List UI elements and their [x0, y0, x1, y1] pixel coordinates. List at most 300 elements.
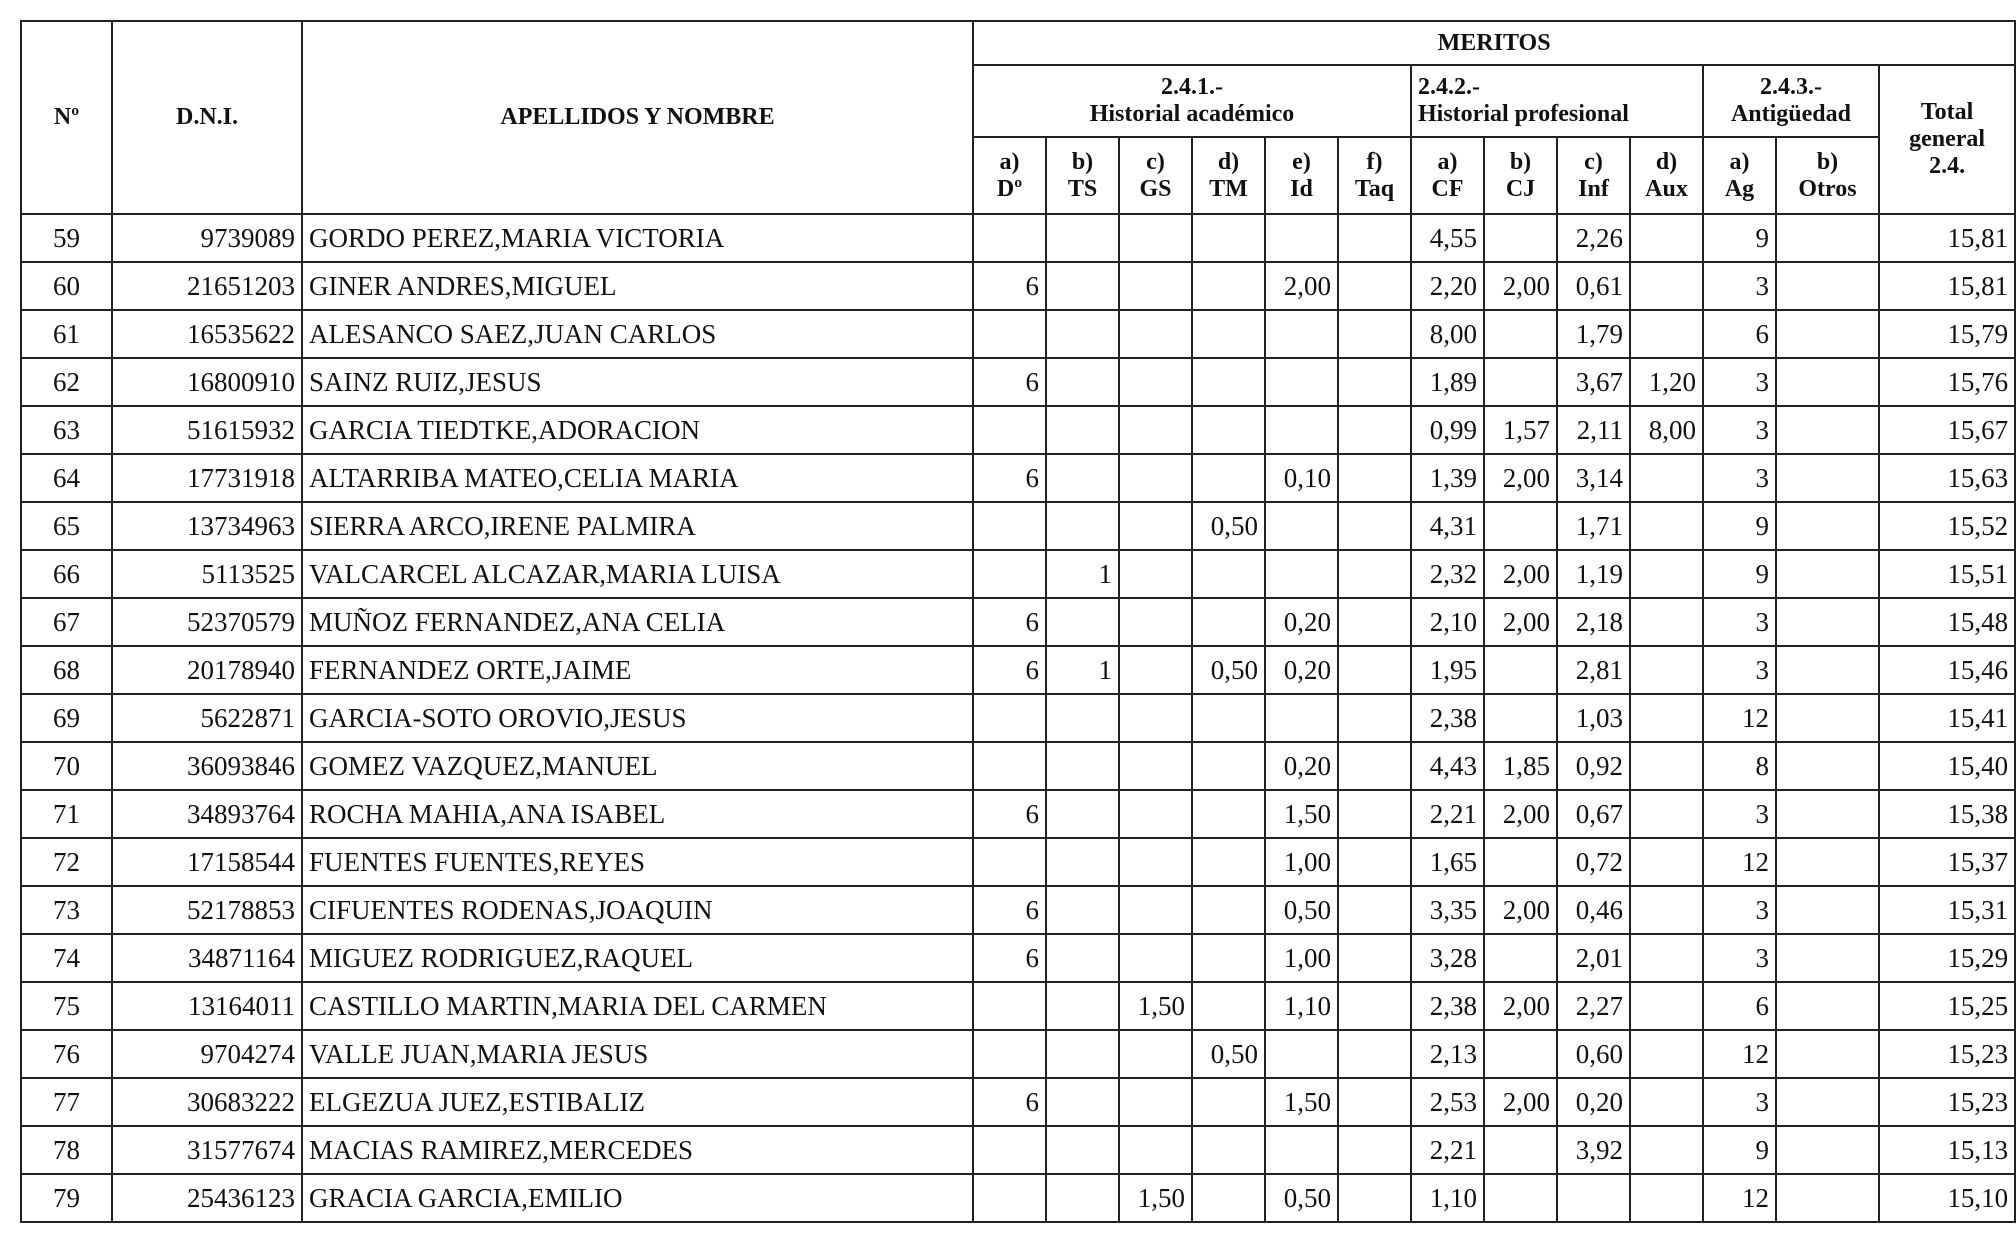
cell-idioma [1265, 1030, 1338, 1078]
cell-tm [1192, 1126, 1265, 1174]
cell-idioma [1265, 214, 1338, 262]
cell-idioma: 1,00 [1265, 838, 1338, 886]
cell-inf: 0,60 [1557, 1030, 1630, 1078]
cell-idioma [1265, 694, 1338, 742]
cell-doctorado [973, 742, 1046, 790]
cell-gs [1119, 694, 1192, 742]
cell-tm [1192, 1078, 1265, 1126]
table-body [21, 214, 2015, 1222]
cell-total: 15,51 [1879, 550, 2015, 598]
cell-cj [1484, 1174, 1557, 1222]
cell-cf: 4,31 [1411, 502, 1484, 550]
cell-taq [1338, 742, 1411, 790]
cell-otros [1776, 358, 1879, 406]
cell-total: 15,25 [1879, 982, 2015, 1030]
table-row [21, 646, 2015, 694]
cell-taq [1338, 886, 1411, 934]
cell-aux [1630, 982, 1703, 1030]
cell-idioma: 0,50 [1265, 886, 1338, 934]
col-header-sub-letter: a) [1437, 148, 1458, 175]
cell-inf: 0,20 [1557, 1078, 1630, 1126]
cell-doctorado: 6 [973, 934, 1046, 982]
col-header-sub [1046, 137, 1119, 214]
cell-inf: 0,92 [1557, 742, 1630, 790]
cell-aux: 1,20 [1630, 358, 1703, 406]
cell-aux: 8,00 [1630, 406, 1703, 454]
cell-name: GARCIA TIEDTKE,ADORACION [302, 406, 973, 454]
cell-ag: 8 [1703, 742, 1776, 790]
col-header-sub-letter: f) [1366, 148, 1383, 175]
cell-inf: 2,27 [1557, 982, 1630, 1030]
col-header-sub-code: CF [1431, 175, 1464, 202]
table-row [21, 742, 2015, 790]
cell-otros [1776, 214, 1879, 262]
cell-number: 59 [21, 214, 112, 262]
cell-aux [1630, 742, 1703, 790]
cell-dni: 36093846 [112, 742, 302, 790]
table-row [21, 1030, 2015, 1078]
cell-cf: 0,99 [1411, 406, 1484, 454]
cell-inf: 0,72 [1557, 838, 1630, 886]
cell-ag: 9 [1703, 550, 1776, 598]
cell-aux [1630, 262, 1703, 310]
cell-total: 15,23 [1879, 1078, 2015, 1126]
cell-ag: 6 [1703, 310, 1776, 358]
cell-doctorado [973, 406, 1046, 454]
cell-name: FERNANDEZ ORTE,JAIME [302, 646, 973, 694]
cell-number: 67 [21, 598, 112, 646]
cell-total: 15,31 [1879, 886, 2015, 934]
cell-gs [1119, 1030, 1192, 1078]
cell-idioma: 1,10 [1265, 982, 1338, 1030]
cell-tm [1192, 310, 1265, 358]
cell-cf: 2,38 [1411, 982, 1484, 1030]
cell-taq [1338, 598, 1411, 646]
cell-ts: 1 [1046, 646, 1119, 694]
cell-gs [1119, 358, 1192, 406]
col-header-sub-code: Id [1290, 175, 1313, 202]
cell-ts [1046, 214, 1119, 262]
meritos-header: MERITOS [973, 21, 2015, 65]
cell-ts [1046, 358, 1119, 406]
table-row [21, 790, 2015, 838]
cell-name: GINER ANDRES,MIGUEL [302, 262, 973, 310]
cell-doctorado [973, 694, 1046, 742]
cell-gs [1119, 598, 1192, 646]
cell-inf: 1,19 [1557, 550, 1630, 598]
cell-taq [1338, 550, 1411, 598]
cell-cj: 2,00 [1484, 598, 1557, 646]
col-header-sub-letter: a) [1729, 148, 1750, 175]
cell-cj: 2,00 [1484, 550, 1557, 598]
cell-number: 79 [21, 1174, 112, 1222]
cell-ts [1046, 598, 1119, 646]
table-row [21, 502, 2015, 550]
col-header-no: Nº [21, 21, 112, 214]
cell-gs [1119, 790, 1192, 838]
cell-ts [1046, 838, 1119, 886]
cell-doctorado: 6 [973, 886, 1046, 934]
cell-cf: 1,39 [1411, 454, 1484, 502]
cell-gs [1119, 406, 1192, 454]
cell-idioma: 2,00 [1265, 262, 1338, 310]
cell-dni: 52370579 [112, 598, 302, 646]
cell-ag: 9 [1703, 502, 1776, 550]
cell-ts [1046, 790, 1119, 838]
cell-gs [1119, 1126, 1192, 1174]
cell-cf: 2,21 [1411, 1126, 1484, 1174]
cell-doctorado: 6 [973, 598, 1046, 646]
cell-gs: 1,50 [1119, 982, 1192, 1030]
col-header-sub-code: Dº [996, 175, 1023, 202]
cell-dni: 13164011 [112, 982, 302, 1030]
cell-idioma: 0,20 [1265, 742, 1338, 790]
cell-ts [1046, 310, 1119, 358]
cell-aux [1630, 1126, 1703, 1174]
cell-cf: 1,65 [1411, 838, 1484, 886]
table-row [21, 1174, 2015, 1222]
cell-idioma [1265, 1126, 1338, 1174]
cell-dni: 31577674 [112, 1126, 302, 1174]
cell-aux [1630, 1078, 1703, 1126]
cell-doctorado [973, 838, 1046, 886]
group-header-professional-title: Historial profesional [1418, 101, 1629, 127]
table-row [21, 214, 2015, 262]
cell-doctorado: 6 [973, 358, 1046, 406]
col-header-sub-letter: b) [1071, 148, 1094, 175]
table-row [21, 694, 2015, 742]
cell-idioma: 0,50 [1265, 1174, 1338, 1222]
cell-total: 15,10 [1879, 1174, 2015, 1222]
group-header-seniority [1703, 65, 1879, 137]
table-row [21, 550, 2015, 598]
cell-cf: 4,55 [1411, 214, 1484, 262]
col-header-sub-code: Ag [1724, 175, 1755, 202]
cell-dni: 20178940 [112, 646, 302, 694]
cell-cj: 2,00 [1484, 886, 1557, 934]
table-header [21, 21, 2015, 214]
cell-total: 15,40 [1879, 742, 2015, 790]
cell-aux [1630, 598, 1703, 646]
col-header-sub-letter: d) [1655, 148, 1678, 175]
col-header-sub-code: Otros [1798, 175, 1857, 202]
cell-ts [1046, 934, 1119, 982]
cell-ts [1046, 502, 1119, 550]
cell-name: MACIAS RAMIREZ,MERCEDES [302, 1126, 973, 1174]
cell-ag: 3 [1703, 1078, 1776, 1126]
cell-number: 69 [21, 694, 112, 742]
cell-otros [1776, 1174, 1879, 1222]
cell-ag: 3 [1703, 934, 1776, 982]
cell-ts [1046, 694, 1119, 742]
cell-aux [1630, 1174, 1703, 1222]
cell-aux [1630, 454, 1703, 502]
cell-taq [1338, 1174, 1411, 1222]
cell-dni: 9704274 [112, 1030, 302, 1078]
cell-aux [1630, 694, 1703, 742]
cell-dni: 5113525 [112, 550, 302, 598]
cell-doctorado: 6 [973, 790, 1046, 838]
cell-tm [1192, 214, 1265, 262]
cell-taq [1338, 694, 1411, 742]
cell-idioma: 0,10 [1265, 454, 1338, 502]
cell-cj: 2,00 [1484, 454, 1557, 502]
cell-ts [1046, 1174, 1119, 1222]
cell-cj [1484, 934, 1557, 982]
group-header-academic-title: Historial académico [1089, 101, 1295, 127]
cell-cf: 4,43 [1411, 742, 1484, 790]
cell-cf: 1,89 [1411, 358, 1484, 406]
table-row [21, 1078, 2015, 1126]
cell-otros [1776, 886, 1879, 934]
cell-total: 15,46 [1879, 646, 2015, 694]
col-header-total-line1: Total [1920, 99, 1974, 125]
col-header-sub-code: Aux [1645, 175, 1688, 202]
cell-doctorado [973, 502, 1046, 550]
cell-doctorado [973, 550, 1046, 598]
cell-otros [1776, 1126, 1879, 1174]
table-row [21, 310, 2015, 358]
cell-taq [1338, 838, 1411, 886]
cell-ts [1046, 982, 1119, 1030]
cell-gs [1119, 502, 1192, 550]
cell-taq [1338, 406, 1411, 454]
cell-number: 60 [21, 262, 112, 310]
cell-number: 68 [21, 646, 112, 694]
cell-idioma: 0,20 [1265, 646, 1338, 694]
cell-total: 15,63 [1879, 454, 2015, 502]
col-header-sub-code: TS [1067, 175, 1098, 202]
cell-aux [1630, 790, 1703, 838]
cell-dni: 17731918 [112, 454, 302, 502]
cell-doctorado [973, 1030, 1046, 1078]
cell-tm [1192, 838, 1265, 886]
cell-aux [1630, 646, 1703, 694]
cell-otros [1776, 550, 1879, 598]
col-header-sub [1630, 137, 1703, 214]
cell-name: MUÑOZ FERNANDEZ,ANA CELIA [302, 598, 973, 646]
cell-total: 15,29 [1879, 934, 2015, 982]
cell-taq [1338, 1078, 1411, 1126]
col-header-sub-letter: b) [1509, 148, 1532, 175]
cell-otros [1776, 790, 1879, 838]
cell-cf: 1,10 [1411, 1174, 1484, 1222]
cell-inf: 1,03 [1557, 694, 1630, 742]
cell-name: VALCARCEL ALCAZAR,MARIA LUISA [302, 550, 973, 598]
col-header-sub-letter: e) [1292, 148, 1311, 175]
cell-doctorado [973, 310, 1046, 358]
cell-cj [1484, 358, 1557, 406]
cell-aux [1630, 886, 1703, 934]
cell-gs [1119, 262, 1192, 310]
cell-ts: 1 [1046, 550, 1119, 598]
cell-tm [1192, 742, 1265, 790]
col-header-sub-letter: c) [1146, 148, 1165, 175]
cell-ag: 12 [1703, 1174, 1776, 1222]
group-header-seniority-code: 2.4.3.- [1760, 74, 1822, 100]
cell-dni: 16800910 [112, 358, 302, 406]
cell-cf: 8,00 [1411, 310, 1484, 358]
cell-idioma: 0,20 [1265, 598, 1338, 646]
cell-total: 15,38 [1879, 790, 2015, 838]
cell-ts [1046, 1126, 1119, 1174]
table-row [21, 1126, 2015, 1174]
table-row [21, 934, 2015, 982]
cell-tm [1192, 454, 1265, 502]
cell-dni: 16535622 [112, 310, 302, 358]
cell-cf: 3,28 [1411, 934, 1484, 982]
table-row [21, 598, 2015, 646]
cell-doctorado [973, 1174, 1046, 1222]
cell-number: 65 [21, 502, 112, 550]
cell-ts [1046, 262, 1119, 310]
cell-name: ROCHA MAHIA,ANA ISABEL [302, 790, 973, 838]
cell-gs [1119, 214, 1192, 262]
col-header-dni: D.N.I. [112, 21, 302, 214]
cell-gs [1119, 838, 1192, 886]
cell-gs [1119, 886, 1192, 934]
cell-otros [1776, 454, 1879, 502]
cell-ts [1046, 406, 1119, 454]
cell-inf: 2,18 [1557, 598, 1630, 646]
cell-gs [1119, 646, 1192, 694]
cell-name: GRACIA GARCIA,EMILIO [302, 1174, 973, 1222]
cell-aux [1630, 934, 1703, 982]
col-header-sub [1776, 137, 1879, 214]
cell-dni: 21651203 [112, 262, 302, 310]
cell-inf: 3,14 [1557, 454, 1630, 502]
cell-number: 72 [21, 838, 112, 886]
cell-ag: 3 [1703, 790, 1776, 838]
cell-ag: 3 [1703, 262, 1776, 310]
cell-tm: 0,50 [1192, 502, 1265, 550]
col-header-sub [1338, 137, 1411, 214]
cell-cj: 2,00 [1484, 1078, 1557, 1126]
cell-name: CASTILLO MARTIN,MARIA DEL CARMEN [302, 982, 973, 1030]
cell-cj: 2,00 [1484, 982, 1557, 1030]
cell-tm: 0,50 [1192, 646, 1265, 694]
cell-number: 76 [21, 1030, 112, 1078]
cell-ag: 3 [1703, 646, 1776, 694]
cell-cf: 2,13 [1411, 1030, 1484, 1078]
cell-name: SIERRA ARCO,IRENE PALMIRA [302, 502, 973, 550]
col-header-sub [1192, 137, 1265, 214]
cell-number: 64 [21, 454, 112, 502]
cell-ag: 9 [1703, 214, 1776, 262]
cell-cj: 2,00 [1484, 790, 1557, 838]
table-row [21, 262, 2015, 310]
cell-otros [1776, 598, 1879, 646]
cell-dni: 34893764 [112, 790, 302, 838]
cell-tm [1192, 694, 1265, 742]
cell-total: 15,81 [1879, 262, 2015, 310]
cell-total: 15,81 [1879, 214, 2015, 262]
cell-inf: 2,11 [1557, 406, 1630, 454]
col-header-sub-code: CJ [1505, 175, 1536, 202]
cell-name: MIGUEZ RODRIGUEZ,RAQUEL [302, 934, 973, 982]
cell-doctorado: 6 [973, 1078, 1046, 1126]
cell-taq [1338, 790, 1411, 838]
group-header-academic [973, 65, 1411, 137]
cell-number: 73 [21, 886, 112, 934]
merits-table [20, 20, 2016, 1223]
cell-taq [1338, 454, 1411, 502]
cell-taq [1338, 646, 1411, 694]
col-header-sub [1703, 137, 1776, 214]
cell-tm [1192, 406, 1265, 454]
cell-name: VALLE JUAN,MARIA JESUS [302, 1030, 973, 1078]
cell-otros [1776, 934, 1879, 982]
cell-number: 78 [21, 1126, 112, 1174]
table-row [21, 982, 2015, 1030]
cell-dni: 9739089 [112, 214, 302, 262]
cell-aux [1630, 838, 1703, 886]
cell-doctorado: 6 [973, 646, 1046, 694]
cell-tm [1192, 886, 1265, 934]
cell-dni: 34871164 [112, 934, 302, 982]
cell-name: ALTARRIBA MATEO,CELIA MARIA [302, 454, 973, 502]
table-row [21, 838, 2015, 886]
cell-inf: 2,81 [1557, 646, 1630, 694]
cell-total: 15,79 [1879, 310, 2015, 358]
cell-dni: 5622871 [112, 694, 302, 742]
col-header-total-line2: general [1909, 126, 1986, 152]
cell-otros [1776, 742, 1879, 790]
cell-cj: 2,00 [1484, 262, 1557, 310]
cell-taq [1338, 262, 1411, 310]
cell-tm [1192, 982, 1265, 1030]
cell-name: CIFUENTES RODENAS,JOAQUIN [302, 886, 973, 934]
cell-number: 70 [21, 742, 112, 790]
cell-total: 15,41 [1879, 694, 2015, 742]
cell-cf: 1,95 [1411, 646, 1484, 694]
cell-cj: 1,57 [1484, 406, 1557, 454]
cell-number: 63 [21, 406, 112, 454]
cell-name: ELGEZUA JUEZ,ESTIBALIZ [302, 1078, 973, 1126]
cell-cj [1484, 310, 1557, 358]
cell-doctorado [973, 1126, 1046, 1174]
cell-otros [1776, 1030, 1879, 1078]
cell-idioma [1265, 358, 1338, 406]
cell-ts [1046, 886, 1119, 934]
cell-cj [1484, 646, 1557, 694]
col-header-sub-code: GS [1139, 175, 1172, 202]
cell-otros [1776, 262, 1879, 310]
cell-number: 66 [21, 550, 112, 598]
cell-tm [1192, 358, 1265, 406]
col-header-sub [1265, 137, 1338, 214]
group-header-academic-code: 2.4.1.- [1161, 74, 1223, 100]
cell-dni: 17158544 [112, 838, 302, 886]
cell-taq [1338, 934, 1411, 982]
cell-inf: 2,01 [1557, 934, 1630, 982]
cell-otros [1776, 1078, 1879, 1126]
cell-total: 15,52 [1879, 502, 2015, 550]
cell-cj: 1,85 [1484, 742, 1557, 790]
cell-tm [1192, 550, 1265, 598]
cell-taq [1338, 1126, 1411, 1174]
cell-otros [1776, 646, 1879, 694]
cell-inf: 0,61 [1557, 262, 1630, 310]
cell-idioma [1265, 502, 1338, 550]
cell-gs [1119, 454, 1192, 502]
cell-ag: 3 [1703, 406, 1776, 454]
cell-total: 15,37 [1879, 838, 2015, 886]
col-header-sub [1411, 137, 1484, 214]
cell-total: 15,67 [1879, 406, 2015, 454]
cell-otros [1776, 406, 1879, 454]
col-header-sub [973, 137, 1046, 214]
